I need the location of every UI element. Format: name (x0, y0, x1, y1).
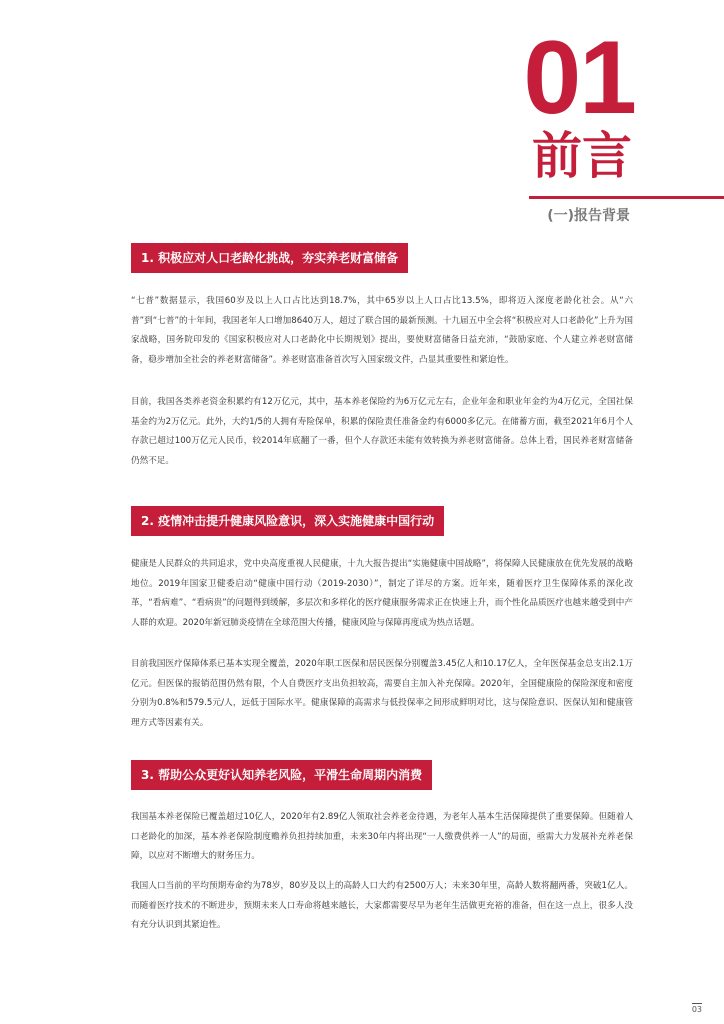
page-number: 03 (691, 1005, 702, 1014)
section-2-banner: 2. 疫情冲击提升健康风险意识，深入实施健康中国行动 (131, 506, 444, 536)
page-number-mark (692, 1003, 702, 1004)
chapter-divider (529, 196, 724, 199)
section-3-banner: 3. 帮助公众更好认知养老风险，平滑生命周期内消费 (131, 760, 432, 790)
chapter-number: 01 (523, 20, 635, 136)
section-1-paragraph-1: “七普”数据显示，我国60岁及以上人口占比达到18.7%，其中65岁以上人口占比13.5%，即将迈入深度老龄化社会。从“六普”到“七普”的十年间，我国老年人口增加8640万人，超过了联合国的最新预测。十九届五中全会将“积极应对人口老龄化”上升为国家战略，国务院印发的《国家积极应对人口老龄化中长期规划》提出，要使财富储备日益充沛，“鼓励家庭、个人建立养老财富储备，稳步增加全社会的养老财富储备”。养老财富准备首次写入国家级文件，凸显其重要性和紧迫性。 (131, 296, 633, 365)
section-2-paragraph-2: 目前我国医疗保障体系已基本实现全覆盖，2020年职工医保和居民医保分别覆盖3.45亿人和10.17亿人，全年医保基金总支出2.1万亿元。但医保的报销范围仍然有限，个人自费医疗支出负担较高，需要自主加入补充保障。2020年，全国健康险的保险深度和密度分别为0.8%和579.5元/人，远低于国际水平。健康保障的高需求与低投保率之间形成鲜明对比，这与保险意识、医保认知和健康管理方式等因素有关。 (131, 659, 633, 728)
section-1-banner: 1. 积极应对人口老龄化挑战，夯实养老财富储备 (131, 243, 408, 273)
section-2-paragraph-1: 健康是人民群众的共同追求，党中央高度重视人民健康，十九大报告提出“实施健康中国战略”，将保障人民健康放在优先发展的战略地位。2019年国家卫健委启动“健康中国行动（2019-2030）”，制定了详尽的方案。近年来，随着医疗卫生保障体系的深化改革，“看病难”、“看病贵”的问题得到缓解，多层次和多样化的医疗健康服务需求正在快速上升，而个性化品质医疗也越来越受到中产人群的欢迎。2020年新冠肺炎疫情在全球范围大传播，健康风险与保障再度成为热点话题。 (131, 559, 633, 628)
section-3-paragraph-1: 我国基本养老保险已覆盖超过10亿人，2020年有2.89亿人领取社会养老金待遇，为老年人基本生活保障提供了重要保障。但随着人口老龄化的加深，基本养老保险制度赡养负担持续加重，未来30年内将出现“一人缴费供养一人”的局面，亟需大力发展补充养老保障，以应对不断增大的财务压力。 (131, 812, 633, 861)
section-3-paragraph-2: 我国人口当前的平均预期寿命约为78岁，80岁及以上的高龄人口大约有2500万人；未来30年里，高龄人数将翻两番，突破1亿人。而随着医疗技术的不断进步，预期未来人口寿命将越来越长，大家都需要尽早为老年生活做更充裕的准备，但在这一点上，很多人没有充分认识到其紧迫性。 (131, 881, 633, 930)
section-1-paragraph-2: 目前，我国各类养老资金积累约有12万亿元，其中，基本养老保险约为6万亿元左右，企业年金和职业年金约为4万亿元，全国社保基金约为2万亿元。此外，大约1/5的人拥有寿险保单，积累的保险责任准备金约有6000多亿元。在储蓄方面，截至2021年6月个人存款已超过100万亿元人民币，较2014年底翻了一番，但个人存款还未能有效转换为养老财富储备。总体上看，国民养老财富储备仍然不足。 (131, 397, 633, 466)
chapter-title: 前言 (532, 127, 632, 185)
section-subheading: (一)报告背景 (547, 208, 630, 224)
